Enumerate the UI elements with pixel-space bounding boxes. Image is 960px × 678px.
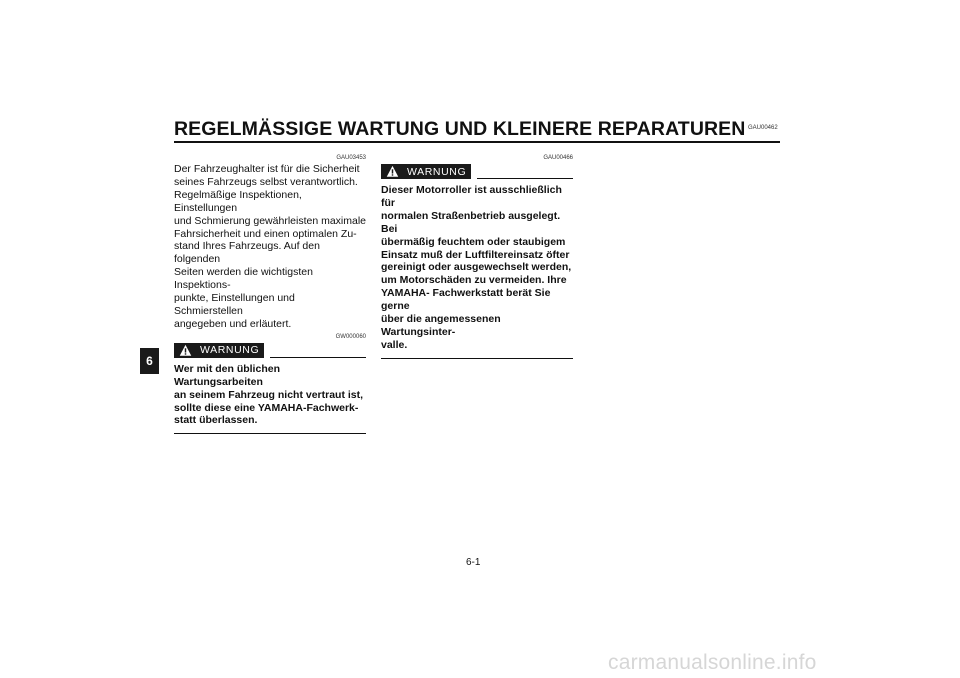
warning-label	[174, 343, 264, 358]
watermark: carmanualsonline.info	[608, 651, 817, 674]
warning-code: GW000060	[335, 333, 366, 340]
warning-header-rule	[270, 357, 366, 358]
warning-header	[381, 164, 573, 179]
page-title: REGELMÄSSIGE WARTUNG UND KLEINERE REPARATUREN	[174, 118, 746, 140]
warning-code: GAU00466	[543, 155, 573, 161]
warning-label-text: WARNUNG	[407, 165, 467, 178]
paragraph-code: GAU03453	[336, 155, 366, 161]
left-column	[174, 155, 366, 434]
section-code: GAU00462	[748, 125, 778, 131]
title-rule	[174, 141, 780, 143]
warning-triangle-icon	[179, 344, 192, 357]
warning-text: Dieser Motorroller ist ausschließlich für normalen Straßenbetrieb ausgelegt. Bei übermäßig feuchtem oder staubigem Einsatz muß der Luftfiltereinsatz öfter gereinigt oder ausgewechselt werden, um Motorschäden zu vermeiden. Ihre YAMAHA- Fachwerkstatt berät Sie gerne über die angemessenen Wartungsinter- valle.	[381, 184, 572, 351]
warning-bottom-rule	[174, 433, 366, 434]
warning-bottom-rule	[381, 358, 573, 359]
warning-label	[381, 164, 471, 179]
chapter-tab: 6	[140, 348, 159, 374]
warning-text: Wer mit den üblichen Wartungsarbeiten an seinem Fahrzeug nicht vertraut ist, sollte diese eine YAMAHA-Fachwerk- statt überlassen.	[174, 362, 364, 427]
right-column	[381, 155, 573, 359]
warning-header-rule	[477, 178, 573, 179]
warning-triangle-icon	[386, 165, 399, 178]
warning-header	[174, 343, 366, 358]
page-number: 6-1	[466, 557, 481, 568]
warning-label-text: WARNUNG	[200, 344, 260, 357]
intro-paragraph: Der Fahrzeughalter ist für die Sicherheit seines Fahrzeugs selbst verantwortlich. Regelmäßige Inspektionen, Einstellungen und Schmierung gewährleisten maximale Fahrsicherheit und einen optimalen Zu- stand Ihres Fahrzeugs. Auf den folgenden Seiten werden die wichtigsten Inspektions- punkte, Einstellungen und Schmierstellen angegeben und erläutert.	[174, 163, 367, 330]
